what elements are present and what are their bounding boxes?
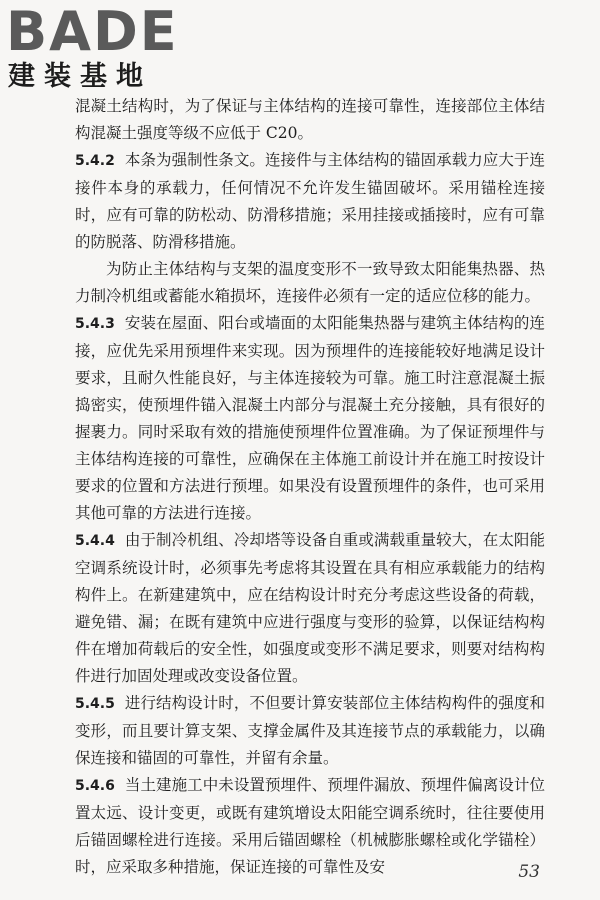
clause-5-4-5 — [75, 690, 545, 772]
paragraph-text: 本条为强制性条文。连接件与主体结构的锚固承载力应大于连接件本身的承载力，任何情况不允许发生锚固破坏。采用锚栓连接时，应有可靠的防松动、防滑移措施；采用挂接或插接时，应有可靠的防脱落、防滑移措施。 — [75, 151, 545, 251]
clause-number: 5.4.3 — [75, 316, 115, 332]
paragraph-text: 为防止主体结构与支架的温度变形不一致导致太阳能集热器、热力制冷机组或蓄能水箱损坏，连接件必须有一定的适应位移的能力。 — [75, 260, 545, 305]
clause-number: 5.4.4 — [75, 533, 115, 549]
clause-5-4-3 — [75, 310, 545, 527]
clause-number: 5.4.6 — [75, 778, 115, 794]
clause-number: 5.4.2 — [75, 153, 115, 169]
body-text — [75, 93, 545, 881]
logo-subtitle: 建装基地 — [8, 61, 152, 92]
clause-number: 5.4.5 — [75, 696, 115, 712]
logo-wordmark: BADE — [6, 0, 179, 63]
paragraph-text: 由于制冷机组、冷却塔等设备自重或满载重量较大，在太阳能空调系统设计时，必须事先考虑将其设置在具有相应承载能力的结构构件上。在新建建筑中，应在结构设计时充分考虑这些设备的荷载，避免错、漏；在既有建筑中应进行强度与变形的验算，以保证结构构件在增加荷载后的安全性，如强度或变形不满足要求，则要对结构构件进行加固处理或改变设备位置。 — [75, 531, 545, 685]
watermark-logo — [4, 2, 182, 94]
paragraph-text: 当土建施工中未设置预埋件、预埋件漏放、预埋件偏离设计位置太远、设计变更，或既有建筑增设太阳能空调系统时，往往要使用后锚固螺栓进行连接。采用后锚固螺栓（机械膨胀螺栓或化学锚栓）时，应采取多种措施，保证连接的可靠性及安 — [75, 776, 545, 876]
paragraph-continuation — [75, 93, 545, 147]
paragraph-text: 安装在屋面、阳台或墙面的太阳能集热器与建筑主体结构的连接，应优先采用预埋件来实现。因为预埋件的连接能较好地满足设计要求，且耐久性能良好，与主体连接较为可靠。施工时注意混凝土振捣密实，使预埋件锚入混凝土内部分与混凝土充分接触，具有很好的握裹力。同时采取有效的措施使预埋件位置准确。为了保证预埋件与主体结构连接的可靠性，应确保在主体施工前设计并在施工时按设计要求的位置和方法进行预埋。如果没有设置预埋件的条件，也可采用其他可靠的方法进行连接。 — [75, 314, 545, 522]
page-number: 53 — [518, 862, 540, 882]
clause-5-4-4 — [75, 527, 545, 690]
clause-5-4-6 — [75, 772, 545, 881]
paragraph-indented — [75, 256, 545, 310]
clause-5-4-2 — [75, 147, 545, 256]
paragraph-text: 混凝土结构时，为了保证与主体结构的连接可靠性，连接部位主体结构混凝土强度等级不应低于 C20。 — [75, 97, 545, 142]
paragraph-text: 进行结构设计时，不但要计算安装部位主体结构构件的强度和变形，而且要计算支架、支撑金属件及其连接节点的承载能力，以确保连接和锚固的可靠性，并留有余量。 — [75, 694, 545, 767]
